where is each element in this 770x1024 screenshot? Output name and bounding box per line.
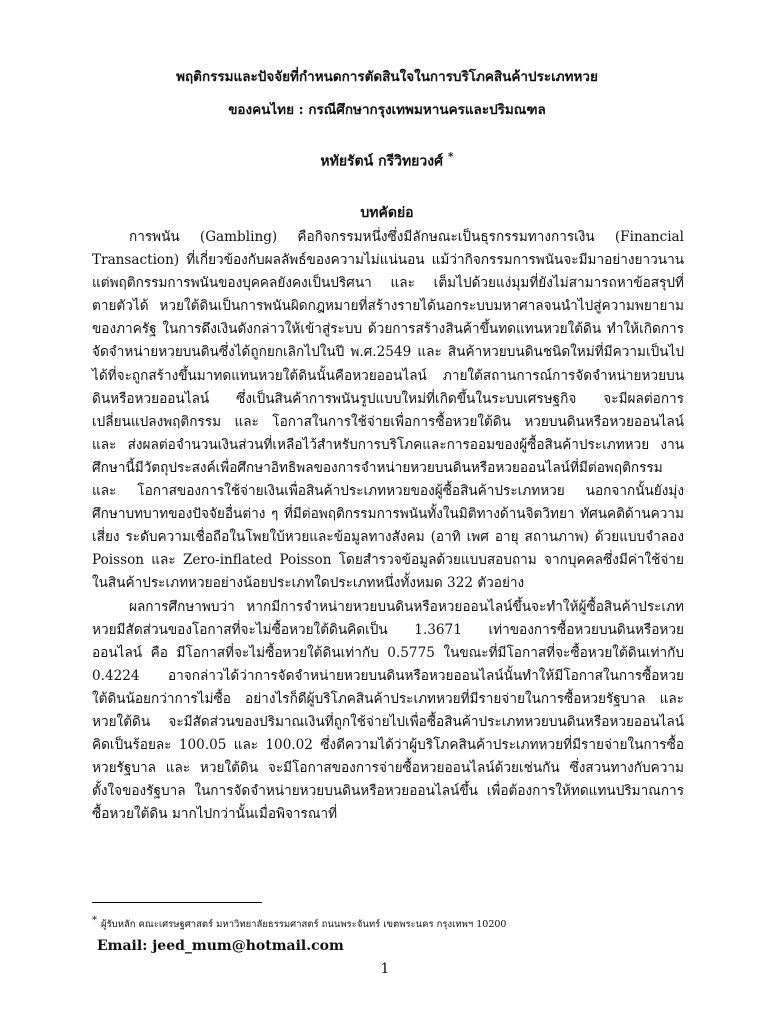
paper-title-line-1: พฤติกรรมและปัจจัยที่กำหนดการตัดสินใจในการบริโภคสินค้าประเภทหวย: [176, 69, 598, 85]
footnote: [92, 914, 684, 932]
author-name: [92, 150, 682, 173]
page-number: 1: [380, 961, 390, 977]
author-email: Email: jeed_mum@hotmail.com: [97, 938, 344, 954]
abstract-paragraph-2: ผลการศึกษาพบว่า หากมีการจำหน่ายหวยบนดินหรือหวยออนไลน์ขึ้นจะทำให้ผู้ซื้อสินค้าประเภทหวยมีสัดส่วนของโอกาสที่จะไม่ซื้อหวยใต้ดินคิดเป็น 1.3671 เท่าของการซื้อหวยบนดินหรือหวยออนไลน์ คือ มีโอกาสที่จะไม่ซื้อหวยใต้ดินเท่ากับ 0.5775 ในขณะที่มีโอกาสที่จะซื้อหวยใต้ดินเท่ากับ 0.4224 อาจกล่าวได้ว่าการจัดจำหน่ายหวยบนดินหรือหวยออนไลน์นั้นทำให้มีโอกาสในการซื้อหวยใต้ดินน้อยกว่าการไม่ซื้อ อย่างไรก็ดีผู้บริโภคสินค้าประเภทหวยที่มีรายจ่ายในการซื้อหวยรัฐบาล และ หวยใต้ดิน จะมีสัดส่วนของปริมาณเงินที่ถูกใช้จ่ายไปเพื่อซื้อสินค้าประเภทหวยบนดินหรือหวยออนไลน์คิดเป็นร้อยละ 100.05 และ 100.02 ซึ่งตีความได้ว่าผู้บริโภคสินค้าประเภทหวยที่มีรายจ่ายในการซื้อหวยรัฐบาล และ หวยใต้ดิน จะมีโอกาสของการจ่ายซื้อหวยออนไลน์ด้วยเช่นกัน ซึ่งสวนทางกับความตั้งใจของรัฐบาล ในการจัดจำหน่ายหวยบนดินหรือหวยออนไลน์ขึ้น เพื่อต้องการให้ทดแทนปริมาณการซื้อหวยใต้ดิน มากไปกว่านั้นเมื่อพิจารณาที่: [92, 598, 684, 823]
footnote-divider: [92, 902, 262, 903]
abstract-paragraph-1: การพนัน (Gambling) คือกิจกรรมหนึ่งซึ่งมีลักษณะเป็นธุรกรรมทางการเงิน (Financial Transaction) ที่เกี่ยวข้องกับผลลัพธ์ของความไม่แน่นอน แม้ว่ากิจกรรมการพนันจะมีมาอย่างยาวนาน แต่พฤติกรรมการพนันของบุคคลยังคงเป็นปริศนา และ เต็มไปด้วยแง่มุมที่ยังไม่สามารถหาข้อสรุปที่ตายตัวได้ หวยใต้ดินเป็นการพนันผิดกฎหมายที่สร้างรายได้นอกระบบมหาศาลจนนำไปสู่ความพยายามของภาครัฐ ในการดึงเงินดังกล่าวให้เข้าสู่ระบบ ด้วยการสร้างสินค้าขึ้นทดแทนหวยใต้ดิน ทำให้เกิดการจัดจำหน่ายหวยบนดินซึ่งได้ถูกยกเลิกไปในปี พ.ศ.2549 และ สินค้าหวยบนดินชนิดใหม่ที่มีความเป็นไปได้ที่จะถูกสร้างขึ้นมาทดแทนหวยใต้ดินนั้นคือหวยออนไลน์ ภายใต้สถานการณ์การจัดจำหน่ายหวยบนดินหรือหวยออนไลน์ ซึ่งเป็นสินค้าการพนันรูปแบบใหม่ที่เกิดขึ้นในระบบเศรษฐกิจ จะมีผลต่อการเปลี่ยนแปลงพฤติกรรม และ โอกาสในการใช้จ่ายเพื่อการซื้อหวยใต้ดิน หวยบนดินหรือหวยออนไลน์ และ ส่งผลต่อจำนวนเงินส่วนที่เหลือไว้สำหรับการบริโภคและการออมของผู้ซื้อสินค้าประเภทหวย งานศึกษานี้มีวัตถุประสงค์เพื่อศึกษาอิทธิพลของการจำหน่ายหวยบนดินหรือหวยออนไลน์ที่มีต่อพฤติกรรม และ โอกาสของการใช้จ่ายเงินเพื่อสินค้าประเภทหวยของผู้ซื้อสินค้าประเภทหวย นอกจากนั้นยังมุ่งศึกษาบทบาทของปัจจัยอื่นต่าง ๆ ที่มีต่อพฤติกรรมการพนันทั้งในมิติทางด้านจิตวิทยา ทัศนคติด้านความเสี่ยง ระดับความเชื่อถือในโพยใบ้หวยและข้อมูลทางสังคม (อาทิ เพศ อายุ สถานภาพ) ด้วยแบบจำลอง Poisson และ Zero-inflated Poisson โดยสำรวจข้อมูลด้วยแบบสอบถาม จากบุคคลซึ่งมีค่าใช้จ่ายในสินค้าประเภทหวยอย่างน้อยประเภทใดประเภทหนึ่งทั้งหมด 322 ตัวอย่าง: [92, 229, 684, 592]
author-name-text: หทัยรัตน์ กรีวิทยวงศ์: [320, 153, 443, 170]
author-footnote-mark: *: [447, 150, 454, 163]
footnote-mark: *: [92, 915, 97, 926]
abstract-body: [92, 226, 684, 826]
paper-title-line-2: ของคนไทย : กรณีศึกษากรุงเทพมหานครและปริมณฑล: [228, 102, 546, 118]
footnote-text: ผู้รับหลัก คณะเศรษฐศาสตร์ มหาวิทยาลัยธรรมศาสตร์ ถนนพระจันทร์ เขตพระนคร กรุงเทพฯ 10200: [101, 919, 507, 931]
abstract-heading: บทคัดย่อ: [360, 205, 414, 221]
